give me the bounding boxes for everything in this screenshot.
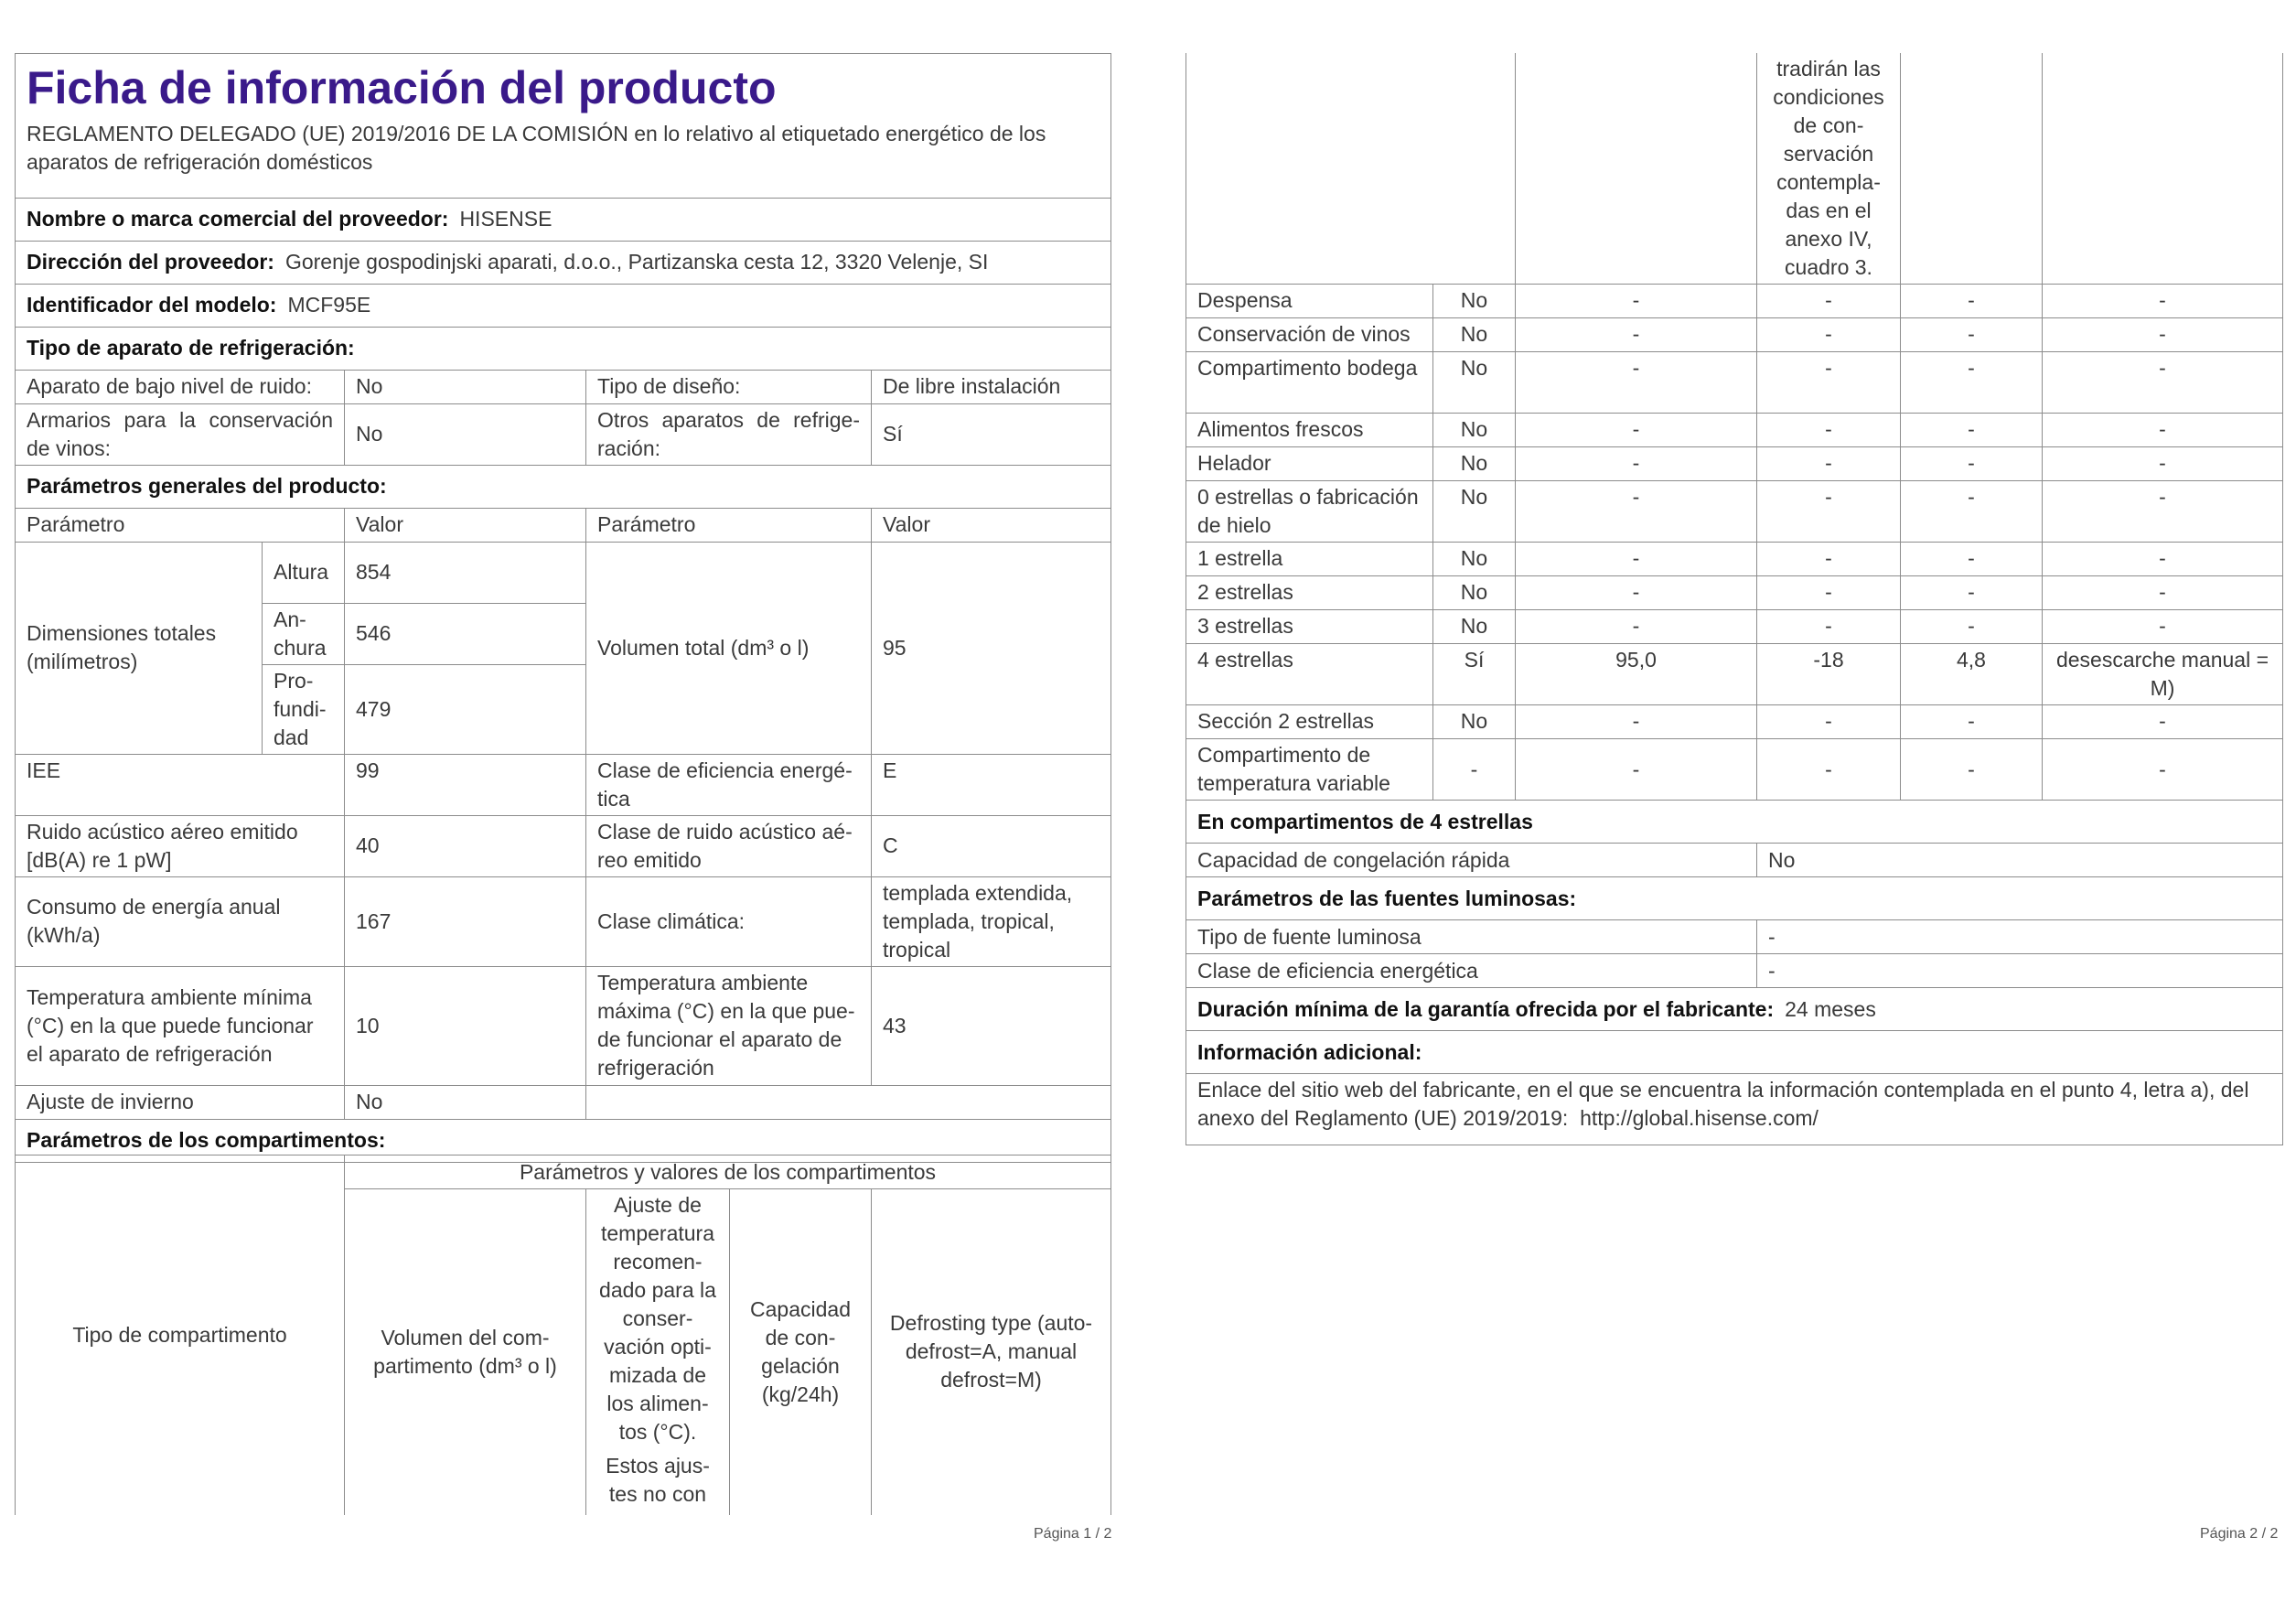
- total-volume-value: 95: [872, 542, 1111, 754]
- compartment-volume: -: [1516, 576, 1757, 610]
- compartment-defrost: -: [2043, 705, 2283, 739]
- additional-info-header: Información adicional:: [1186, 1031, 2283, 1074]
- compartment-row: [1186, 705, 2283, 739]
- compartment-freeze: -: [1901, 576, 2043, 610]
- compartment-present: No: [1433, 318, 1516, 352]
- compartment-name: 1 estrella: [1186, 543, 1433, 576]
- compartment-defrost: -: [2043, 414, 2283, 447]
- four-star-header: En compartimentos de 4 estrellas: [1186, 801, 2283, 844]
- compartment-present: -: [1433, 739, 1516, 801]
- address-label: Dirección del proveedor:: [27, 250, 274, 274]
- address-value: Gorenje gospodinjski aparati, d.o.o., Partizanska cesta 12, 3320 Velenje, SI: [284, 250, 989, 274]
- light-class-value: -: [1757, 954, 2283, 988]
- compartment-row: [1186, 318, 2283, 352]
- compartment-type-header: Tipo de compartimento: [16, 1155, 345, 1515]
- compartment-volume: -: [1516, 543, 1757, 576]
- noise-class-label: Clase de ruido acústico aéreo emitido: [586, 815, 872, 876]
- eei-value: 99: [345, 754, 586, 815]
- compartment-volume: -: [1516, 610, 1757, 644]
- compartment-volume: -: [1516, 481, 1757, 543]
- climate-class-label: Clase climática:: [586, 876, 872, 966]
- max-temp-label: Temperatura ambiente máxima (°C) en la que puede funcionar el aparato de refrigeración: [586, 966, 872, 1085]
- page-2: [1175, 0, 2296, 1623]
- compartment-temp-note: Estos ajustes no con: [606, 1454, 710, 1506]
- compartment-temp: -: [1757, 543, 1901, 576]
- light-type-label: Tipo de fuente luminosa: [1186, 920, 1757, 954]
- compartment-row: [1186, 543, 2283, 576]
- energy-consumption-value: 167: [345, 876, 586, 966]
- compartment-row: [1186, 644, 2283, 705]
- compartment-name: Sección 2 estrellas: [1186, 705, 1433, 739]
- compartment-temp: -: [1757, 705, 1901, 739]
- compartment-freeze: -: [1901, 610, 2043, 644]
- compartment-row: [1186, 285, 2283, 318]
- compartment-defrost: -: [2043, 739, 2283, 801]
- continuation-blank: [1186, 53, 1516, 285]
- compartment-temp: -: [1757, 576, 1901, 610]
- compartment-volume: -: [1516, 318, 1757, 352]
- compartment-freeze: -: [1901, 318, 2043, 352]
- supplier-label: Nombre o marca comercial del proveedor:: [27, 207, 449, 231]
- compartment-present: No: [1433, 481, 1516, 543]
- compartment-freeze: -: [1901, 481, 2043, 543]
- compartment-temp: -: [1757, 739, 1901, 801]
- min-temp-label: Temperatura ambiente mínima (°C) en la que puede funcionar el aparato de refrigeración: [16, 966, 345, 1085]
- compartment-present: No: [1433, 352, 1516, 414]
- compartment-temp-header: [586, 1189, 730, 1515]
- compartment-header-table: [15, 1155, 1111, 1515]
- compartment-defrost: -: [2043, 610, 2283, 644]
- compartment-volume: -: [1516, 739, 1757, 801]
- climate-class-value: templada extendida, templada, tropical, tropical: [872, 876, 1111, 966]
- other-appliance-value: Sí: [872, 403, 1111, 465]
- compartment-freeze: -: [1901, 447, 2043, 481]
- light-source-header: Parámetros de las fuentes luminosas:: [1186, 877, 2283, 920]
- page-number-2: Página 2 / 2: [2200, 1526, 2279, 1542]
- fast-freeze-label: Capacidad de congelación rápida: [1186, 844, 1757, 877]
- compartments-header: Parámetros de los compartimentos:: [16, 1119, 1111, 1162]
- compartment-defrost: -: [2043, 285, 2283, 318]
- compartment-defrost: desescarche manual = M): [2043, 644, 2283, 705]
- min-temp-value: 10: [345, 966, 586, 1085]
- noise-value: 40: [345, 815, 586, 876]
- compartment-defrost: -: [2043, 576, 2283, 610]
- compartment-freeze: -: [1901, 352, 2043, 414]
- compartment-temp-text: Ajuste de temperatura recomendado para la conservación optimizada de los alimentos (°C).: [599, 1193, 716, 1444]
- compartment-temp: -: [1757, 414, 1901, 447]
- continuation-freeze: [1901, 53, 2043, 285]
- empty-cell: [586, 1085, 1111, 1119]
- winter-setting-label: Ajuste de invierno: [16, 1085, 345, 1119]
- manufacturer-link[interactable]: http://global.hisense.com/: [1580, 1106, 1819, 1130]
- height-value: 854: [345, 542, 586, 603]
- compartment-temp: -: [1757, 285, 1901, 318]
- compartment-volume: -: [1516, 285, 1757, 318]
- warranty-value: 24 meses: [1785, 996, 1876, 1021]
- light-type-value: -: [1757, 920, 2283, 954]
- col-param-header: Parámetro: [16, 508, 345, 542]
- compartment-row: [1186, 352, 2283, 414]
- compartment-present: Sí: [1433, 644, 1516, 705]
- fast-freeze-value: No: [1757, 844, 2283, 877]
- compartment-freeze: -: [1901, 414, 2043, 447]
- page-1: [0, 0, 1130, 1623]
- compartment-present: No: [1433, 285, 1516, 318]
- warranty-row: [1186, 988, 2283, 1031]
- compartment-defrost: -: [2043, 352, 2283, 414]
- regulation-text: REGLAMENTO DELEGADO (UE) 2019/2016 DE LA COMISIÓN en lo relativo al etiquetado energético de los aparatos de refrigeración domésticos: [16, 116, 1111, 198]
- winter-setting-value: No: [345, 1085, 586, 1119]
- compartment-freeze: -: [1901, 543, 2043, 576]
- compartment-name: Helador: [1186, 447, 1433, 481]
- compartments-table: [1186, 53, 2283, 1145]
- compartment-name: 4 estrellas: [1186, 644, 1433, 705]
- compartment-name: Conservación de vinos: [1186, 318, 1433, 352]
- wine-cabinet-value: No: [345, 403, 586, 465]
- compartment-name: 3 estrellas: [1186, 610, 1433, 644]
- compartment-name: 0 estrellas o fabricación de hielo: [1186, 481, 1433, 543]
- compartment-present: No: [1433, 414, 1516, 447]
- compartment-present: No: [1433, 447, 1516, 481]
- width-value: 546: [345, 603, 586, 664]
- dimensions-label: Dimensiones totales (milímetros): [16, 542, 263, 754]
- compartment-volume: -: [1516, 414, 1757, 447]
- compartment-defrost: -: [2043, 481, 2283, 543]
- address-row: [16, 241, 1111, 284]
- col-param-header-2: Parámetro: [586, 508, 872, 542]
- compartment-name: Alimentos frescos: [1186, 414, 1433, 447]
- page-number-1: Página 1 / 2: [1034, 1526, 1112, 1542]
- page-title: Ficha de información del producto: [16, 54, 1111, 117]
- compartment-defrost-header: Defrosting type (auto-defrost=A, manual defrost=M): [872, 1189, 1111, 1515]
- compartment-volume: -: [1516, 447, 1757, 481]
- eei-label: IEE: [16, 754, 345, 815]
- width-label: Anchura: [263, 603, 345, 664]
- compartment-name: Compartimento de temperatura variable: [1186, 739, 1433, 801]
- compartment-present: No: [1433, 576, 1516, 610]
- compartment-row: [1186, 739, 2283, 801]
- warranty-label: Duración mínima de la garantía ofrecida por el fabricante:: [1197, 996, 1775, 1021]
- design-type-value: De libre instalación: [872, 370, 1111, 403]
- col-value-header: Valor: [345, 508, 586, 542]
- compartment-present: No: [1433, 543, 1516, 576]
- compartment-volume: 95,0: [1516, 644, 1757, 705]
- compartment-temp: -: [1757, 318, 1901, 352]
- compartment-present: No: [1433, 610, 1516, 644]
- energy-consumption-label: Consumo de energía anual (kWh/a): [16, 876, 345, 966]
- compartment-freeze-header: Capacidad de congelación (kg/24h): [730, 1189, 872, 1515]
- compartment-temp: -18: [1757, 644, 1901, 705]
- general-params-header: Parámetros generales del producto:: [16, 465, 1111, 508]
- continuation-volume: [1516, 53, 1757, 285]
- efficiency-class-label: Clase de eficiencia energética: [586, 754, 872, 815]
- compartment-name: Compartimento bodega: [1186, 352, 1433, 414]
- compartment-defrost: -: [2043, 543, 2283, 576]
- wine-cabinet-label: Armarios para la conservación de vinos:: [16, 403, 345, 465]
- compartment-row: [1186, 447, 2283, 481]
- depth-value: 479: [345, 664, 586, 754]
- compartment-volume: -: [1516, 352, 1757, 414]
- product-info-table: [15, 53, 1111, 1163]
- compartment-name: Despensa: [1186, 285, 1433, 318]
- compartment-temp: -: [1757, 481, 1901, 543]
- appliance-type-header: Tipo de aparato de refrigeración:: [16, 327, 1111, 370]
- compartment-rows: [1186, 285, 2283, 801]
- light-class-label: Clase de eficiencia energética: [1186, 954, 1757, 988]
- total-volume-label: Volumen total (dm³ o l): [586, 542, 872, 754]
- compartment-name: 2 estrellas: [1186, 576, 1433, 610]
- noise-class-value: C: [872, 815, 1111, 876]
- design-type-label: Tipo de diseño:: [586, 370, 872, 403]
- compartment-defrost: -: [2043, 447, 2283, 481]
- compartment-row: [1186, 481, 2283, 543]
- compartment-row: [1186, 576, 2283, 610]
- supplier-row: [16, 198, 1111, 241]
- compartment-freeze: -: [1901, 285, 2043, 318]
- compartment-temp: -: [1757, 352, 1901, 414]
- compartment-temp: -: [1757, 610, 1901, 644]
- compartment-temp: -: [1757, 447, 1901, 481]
- supplier-value: HISENSE: [459, 207, 553, 231]
- compartment-volume-header: Volumen del compartimento (dm³ o l): [345, 1189, 586, 1515]
- efficiency-class-value: E: [872, 754, 1111, 815]
- model-label: Identificador del modelo:: [27, 293, 277, 317]
- manufacturer-link-text: Enlace del sitio web del fabricante, en el que se encuentra la información contemplada en el punto 4, letra a), del anexo del Reglamento (UE) 2019/2019:: [1197, 1078, 2249, 1130]
- compartment-params-header: Parámetros y valores de los compartimentos: [345, 1155, 1111, 1189]
- col-value-header-2: Valor: [872, 508, 1111, 542]
- compartment-row: [1186, 414, 2283, 447]
- compartment-freeze: 4,8: [1901, 644, 2043, 705]
- compartment-row: [1186, 610, 2283, 644]
- manufacturer-link-row: [1186, 1074, 2283, 1145]
- compartment-volume: -: [1516, 705, 1757, 739]
- compartment-present: No: [1433, 705, 1516, 739]
- max-temp-value: 43: [872, 966, 1111, 1085]
- noise-label: Ruido acústico aéreo emitido [dB(A) re 1 pW]: [16, 815, 345, 876]
- model-row: [16, 284, 1111, 327]
- depth-label: Profundidad: [263, 664, 345, 754]
- compartment-temp-note-end: tradirán las condiciones de conservación contempladas en el anexo IV, cuadro 3.: [1757, 53, 1901, 285]
- continuation-defrost: [2043, 53, 2283, 285]
- compartment-freeze: -: [1901, 705, 2043, 739]
- model-value: MCF95E: [287, 293, 371, 317]
- low-noise-label: Aparato de bajo nivel de ruido:: [16, 370, 345, 403]
- compartment-defrost: -: [2043, 318, 2283, 352]
- compartment-freeze: -: [1901, 739, 2043, 801]
- low-noise-value: No: [345, 370, 586, 403]
- height-label: Altura: [263, 542, 345, 603]
- other-appliance-label: Otros aparatos de refrigeración:: [586, 403, 872, 465]
